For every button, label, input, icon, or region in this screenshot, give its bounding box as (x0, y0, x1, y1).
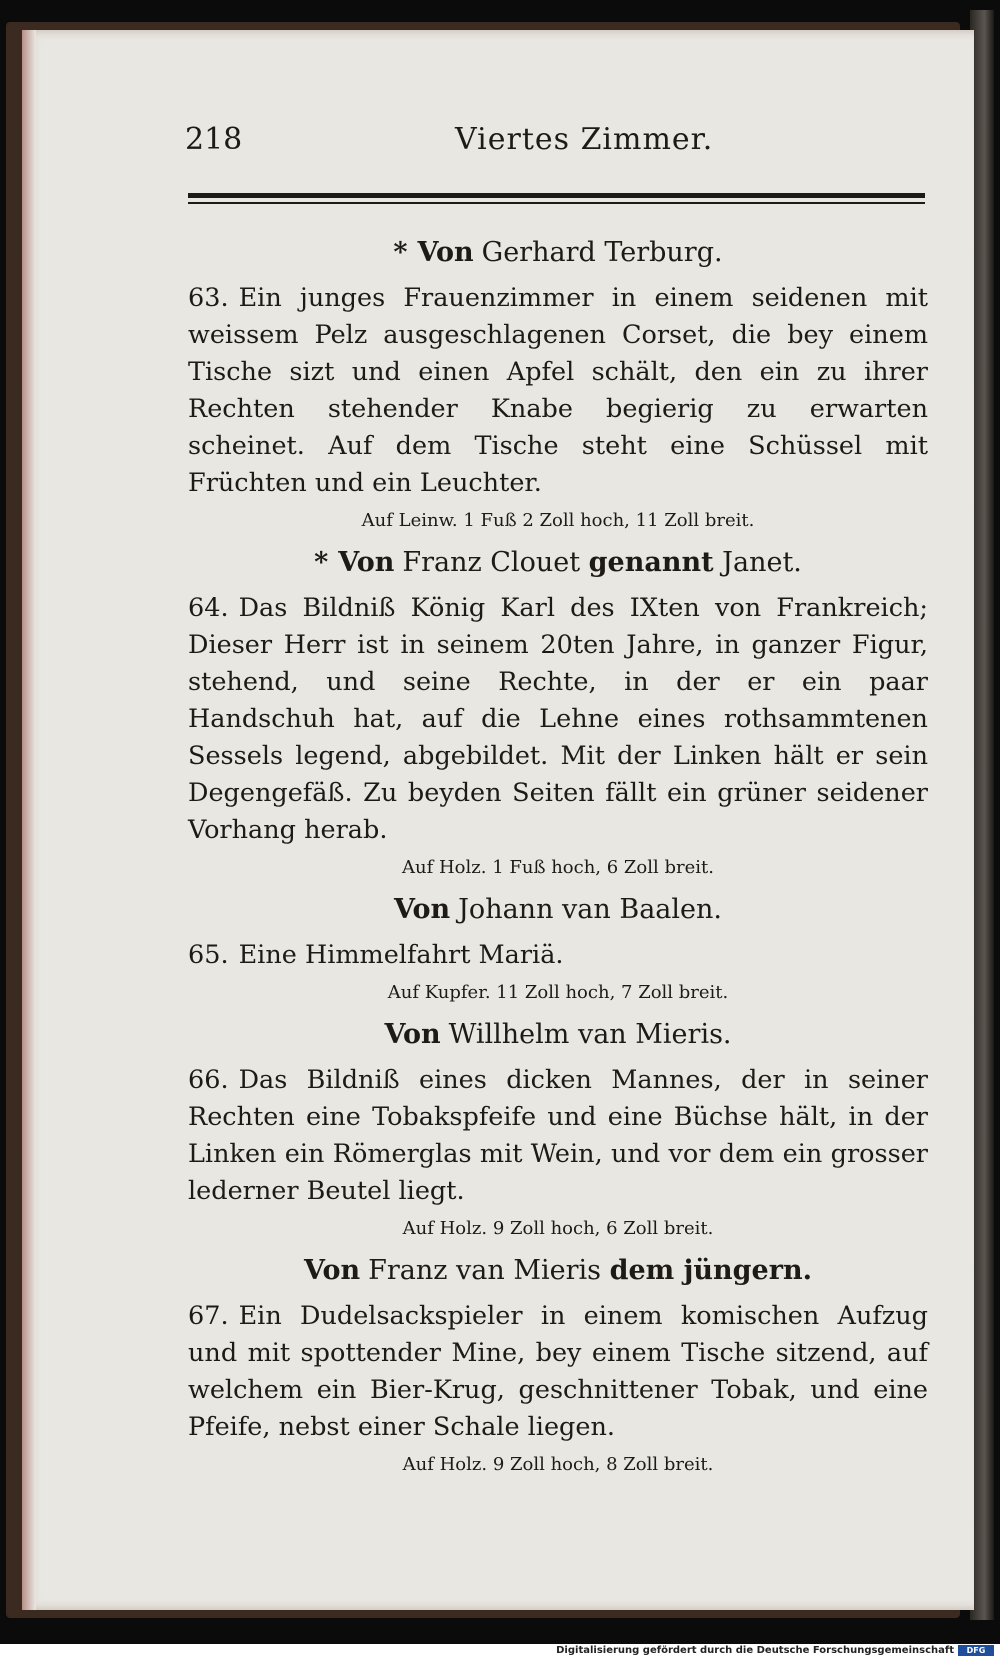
artist-heading (188, 1016, 928, 1054)
heading-von: Von (304, 1255, 361, 1286)
entry-text: Ein Dudelsackspieler in einem komischen Aufzug und mit spottender Mine, bey einem Tische sitzend, auf welchem ein Bier-Krug, geschnittener Tobak, und eine Pfeife, nebst einer Schale liegen. (188, 1301, 928, 1442)
catalog-entry (188, 1298, 928, 1446)
artist-name: Willhelm van Mieris. (448, 1019, 732, 1050)
artist-epithet: dem jüngern. (609, 1255, 812, 1286)
artist-heading (188, 1252, 928, 1290)
digitization-credit: Digitalisierung gefördert durch die Deutsche Forschungsgemeinschaft (556, 1645, 954, 1656)
artist-name: Franz van Mieris (368, 1255, 602, 1286)
entry-text: Ein junges Frauenzimmer in einem seidenen mit weissem Pelz ausgeschlagenen Corset, die bey einem Tische sizt und einen Apfel schält, den ein zu ihrer Rechten stehender Knabe begierig zu erwarten scheinet. Auf dem Tische steht eine Schüssel mit Früchten und ein Leuchter. (188, 283, 928, 498)
artist-name: Franz Clouet (402, 547, 581, 578)
header-rule-thick (188, 193, 925, 198)
asterisk-mark: * (393, 237, 408, 268)
artist-heading (188, 544, 928, 582)
entry-dimensions: Auf Holz. 9 Zoll hoch, 8 Zoll breit. (402, 1454, 714, 1475)
artist-name: Gerhard Terburg. (481, 237, 723, 268)
entry-dimensions: Auf Holz. 1 Fuß hoch, 6 Zoll breit. (402, 857, 714, 878)
catalog-entry (188, 937, 928, 974)
entry-dimensions: Auf Holz. 9 Zoll hoch, 6 Zoll breit. (402, 1218, 714, 1239)
catalog-entry (188, 590, 928, 849)
asterisk-mark: * (314, 547, 329, 578)
catalog-entry (188, 280, 928, 502)
heading-von: Von (384, 1019, 441, 1050)
artist-name: Johann van Baalen. (458, 894, 722, 925)
entry-dimensions: Auf Leinw. 1 Fuß 2 Zoll hoch, 11 Zoll breit. (361, 510, 755, 531)
artist-name-suffix: Janet. (722, 547, 802, 578)
running-title: Viertes Zimmer. (455, 122, 714, 157)
heading-von: Von (338, 547, 395, 578)
entry-text: Eine Himmelfahrt Mariä. (238, 940, 564, 970)
page-body (188, 228, 928, 1488)
entry-number: 66. (188, 1065, 229, 1095)
page-gutter-shadow (22, 30, 36, 1610)
heading-von: Von (417, 237, 474, 268)
entry-text: Das Bildniß eines dicken Mannes, der in seiner Rechten eine Tobakspfeife und eine Büchse hält, in der Linken ein Römerglas mit Wein, und vor dem ein grosser lederner Beutel liegt. (188, 1065, 928, 1206)
artist-heading (188, 891, 928, 929)
entry-number: 65. (188, 940, 229, 970)
dfg-logo: DFG (958, 1645, 994, 1656)
heading-von: Von (394, 894, 451, 925)
header-rule-thin (188, 202, 925, 204)
entry-number: 67. (188, 1301, 229, 1331)
entry-text: Das Bildniß König Karl des IXten von Frankreich; Dieser Herr ist in seinem 20ten Jahre, in ganzer Figur, stehend, und seine Rechte, in der er ein paar Handschuh hat, auf die Lehne eines rothsammtenen Sessels legend, abgebildet. Mit der Linken hält er sein Degengefäß. Zu beyden Seiten fällt ein grüner seidener Vorhang herab. (188, 593, 928, 845)
entry-dimensions: Auf Kupfer. 11 Zoll hoch, 7 Zoll breit. (387, 982, 729, 1003)
artist-heading (188, 234, 928, 272)
catalog-entry (188, 1062, 928, 1210)
entry-number: 63. (188, 283, 229, 313)
entry-number: 64. (188, 593, 229, 623)
artist-epithet: genannt (588, 547, 714, 578)
page-number: 218 (185, 122, 243, 157)
page-header (185, 122, 930, 162)
